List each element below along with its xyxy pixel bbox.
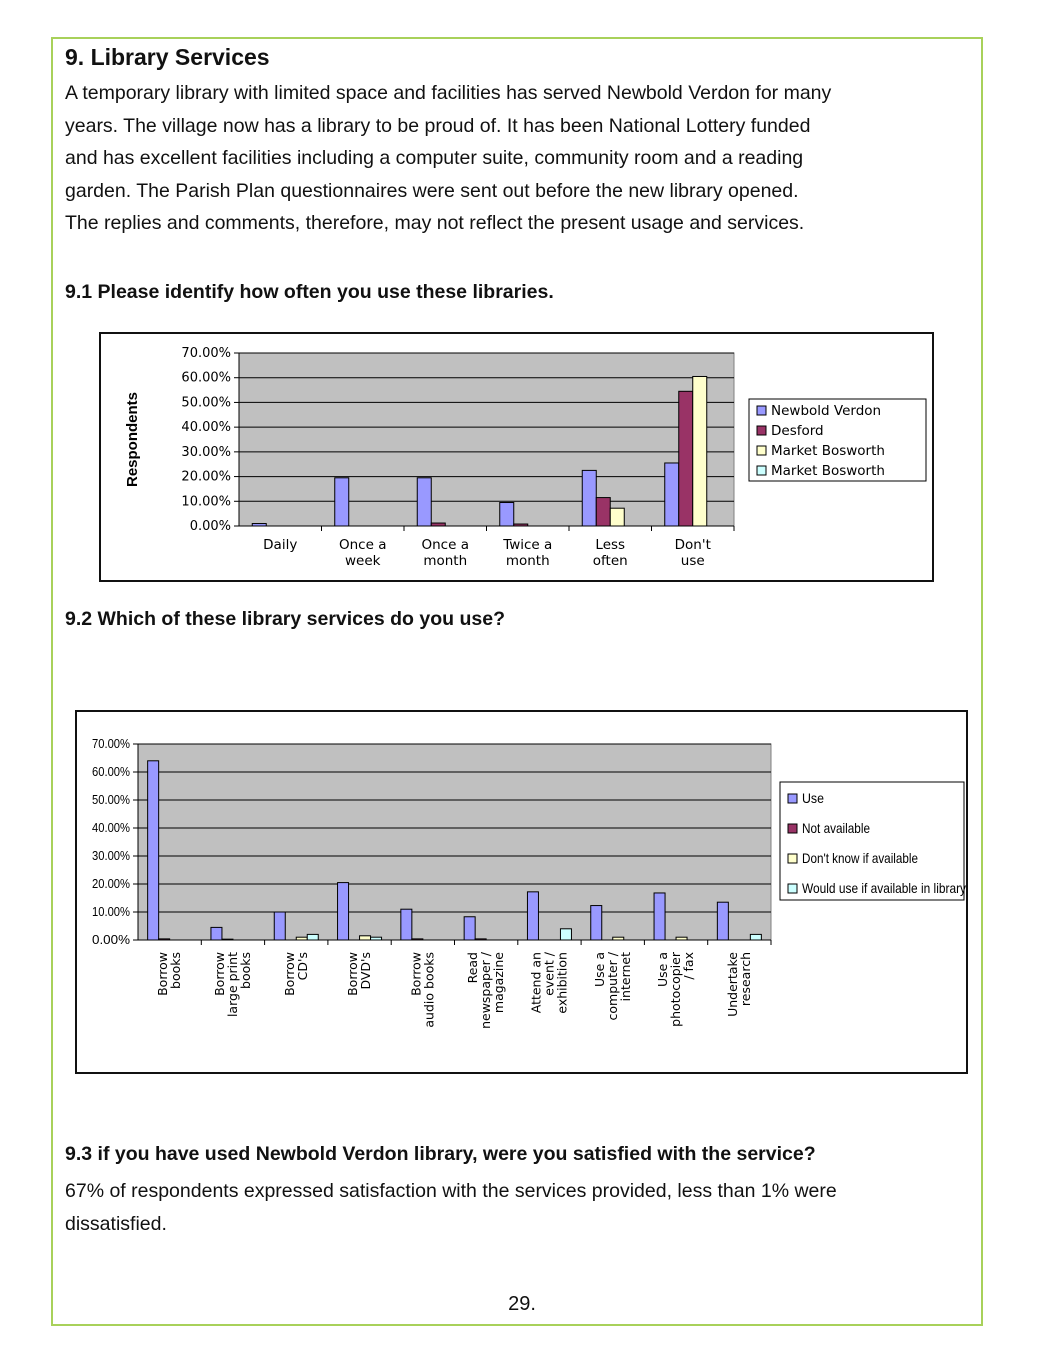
x-category-label: / fax: [681, 952, 697, 980]
y-tick-label: 10.00%: [181, 494, 231, 510]
y-tick-label: 10.00%: [92, 904, 131, 919]
bar: [252, 524, 266, 526]
bar: [307, 934, 318, 940]
x-category-label: Borrow: [211, 952, 227, 996]
bar: [274, 912, 285, 940]
y-tick-label: 60.00%: [181, 370, 231, 386]
y-tick-label: 50.00%: [181, 395, 231, 411]
bar: [514, 524, 528, 526]
x-category-label: Once a: [421, 537, 469, 553]
intro-line: garden. The Parish Plan questionnaires were sent out before the new library opened.: [65, 179, 799, 202]
legend-label: Desford: [771, 423, 824, 439]
bar: [596, 498, 610, 526]
bar: [371, 937, 382, 940]
x-category-label: research: [737, 952, 753, 1007]
y-tick-label: 0.00%: [92, 932, 131, 947]
section-title: 9. Library Services: [65, 44, 270, 70]
bar: [464, 917, 475, 940]
intro-line: A temporary library with limited space and facilities has served Newbold Verdon for many: [65, 82, 832, 104]
legend-label: Don't know if available: [802, 850, 919, 866]
x-category-label: month: [423, 553, 468, 569]
legend-swatch: [757, 446, 766, 455]
page-number: 29.: [508, 1293, 536, 1315]
bar: [665, 463, 679, 526]
answer-line: 67% of respondents expressed satisfaction with the services provided, less than 1% were: [65, 1180, 837, 1202]
question-9-3-answer: [65, 1175, 837, 1240]
x-category-label: use: [680, 553, 705, 569]
x-category-label: Read: [465, 952, 481, 984]
section-library-services: [65, 44, 975, 240]
x-category-label: week: [345, 553, 381, 569]
y-axis-label: Respondents: [124, 391, 141, 488]
x-category-label: audio books: [421, 952, 437, 1028]
legend-label: Market Bosworth: [771, 463, 885, 479]
x-category-label: books: [237, 952, 253, 989]
bar: [582, 470, 596, 526]
x-category-label: Don't: [674, 537, 711, 553]
intro-line: The replies and comments, therefore, may not reflect the present usage and services.: [65, 212, 805, 234]
x-category-label: Borrow: [408, 952, 424, 996]
bar: [610, 508, 624, 526]
intro-paragraph: [65, 77, 975, 240]
y-tick-label: 40.00%: [181, 420, 231, 436]
bar: [679, 391, 693, 526]
bar: [222, 939, 233, 940]
x-category-label: computer /: [604, 952, 620, 1021]
bar: [401, 909, 412, 940]
legend-swatch: [757, 426, 766, 435]
intro-line: years. The village now has a library to be proud of. It has been National Lottery funded: [65, 114, 811, 137]
y-tick-label: 40.00%: [92, 820, 131, 835]
plot-area: [138, 744, 771, 940]
bar: [360, 936, 371, 940]
x-category-label: Borrow: [281, 952, 297, 996]
x-category-label: Use a: [655, 952, 671, 987]
chart-library-services: [75, 710, 968, 1074]
legend-label: Not available: [802, 820, 871, 836]
x-category-label: Attend an: [528, 952, 544, 1014]
x-category-label: Borrow: [345, 952, 361, 996]
legend-label: Use: [802, 790, 825, 806]
bar: [591, 906, 602, 940]
bar: [613, 937, 624, 940]
y-tick-label: 60.00%: [92, 764, 131, 779]
bar: [500, 503, 514, 526]
bar: [431, 523, 445, 526]
x-category-label: event /: [541, 952, 557, 996]
bar: [335, 478, 349, 526]
y-tick-label: 0.00%: [189, 519, 231, 534]
x-category-label: newspaper /: [478, 952, 494, 1029]
legend-label: Would use if available in library: [802, 880, 966, 896]
plot-area: [239, 353, 734, 526]
bar: [693, 376, 707, 526]
y-tick-label: 70.00%: [92, 736, 131, 751]
legend-swatch: [757, 406, 766, 415]
legend-label: Market Bosworth: [771, 443, 885, 459]
x-category-label: magazine: [491, 952, 507, 1014]
bar: [654, 893, 665, 940]
x-category-label: Daily: [263, 537, 298, 553]
y-tick-label: 70.00%: [181, 346, 231, 361]
x-category-label: Twice a: [503, 537, 553, 553]
x-category-label: internet: [617, 952, 633, 1002]
bar: [717, 902, 728, 940]
y-tick-label: 20.00%: [181, 469, 231, 485]
bar: [475, 939, 486, 940]
bar: [148, 761, 159, 940]
bar: [211, 927, 222, 940]
bar: [296, 937, 307, 940]
x-category-label: DVD's: [358, 952, 374, 990]
bar: [676, 937, 687, 940]
x-category-label: Use a: [591, 952, 607, 987]
y-tick-label: 20.00%: [92, 876, 131, 891]
legend-swatch: [757, 466, 766, 475]
bar: [159, 939, 170, 940]
bar: [527, 892, 538, 940]
y-tick-label: 30.00%: [181, 444, 231, 460]
x-category-label: Undertake: [724, 952, 740, 1017]
x-category-label: often: [592, 553, 628, 569]
x-category-label: Borrow: [155, 952, 171, 996]
chart-library-frequency: [99, 332, 934, 582]
legend-swatch: [788, 794, 797, 803]
x-category-label: Less: [595, 537, 626, 553]
bar: [417, 478, 431, 526]
bar: [750, 934, 761, 940]
legend-swatch: [788, 854, 797, 863]
question-9-1-heading: 9.1 Please identify how often you use these libraries.: [65, 281, 554, 303]
x-category-label: large print: [224, 952, 240, 1018]
question-9-2-heading: 9.2 Which of these library services do you use?: [65, 608, 505, 630]
legend-swatch: [788, 824, 797, 833]
bar: [412, 939, 423, 940]
x-category-label: Once a: [339, 537, 387, 553]
x-category-label: month: [505, 553, 550, 569]
bar: [560, 929, 571, 940]
y-tick-label: 50.00%: [92, 792, 131, 807]
bar: [338, 883, 349, 940]
intro-line: and has excellent facilities including a computer suite, community room and a reading: [65, 147, 804, 169]
x-category-label: books: [168, 952, 184, 989]
answer-line: dissatisfied.: [65, 1212, 167, 1235]
x-category-label: CD's: [294, 952, 310, 981]
x-category-label: photocopier: [668, 952, 684, 1027]
legend-swatch: [788, 884, 797, 893]
chart-library-services-svg: [77, 712, 966, 1072]
chart-library-frequency-svg: [101, 334, 932, 580]
x-category-label: exhibition: [554, 952, 570, 1014]
y-tick-label: 30.00%: [92, 848, 131, 863]
question-9-3-heading: 9.3 if you have used Newbold Verdon library, were you satisfied with the service?: [65, 1143, 816, 1165]
legend-label: Newbold Verdon: [771, 403, 882, 419]
